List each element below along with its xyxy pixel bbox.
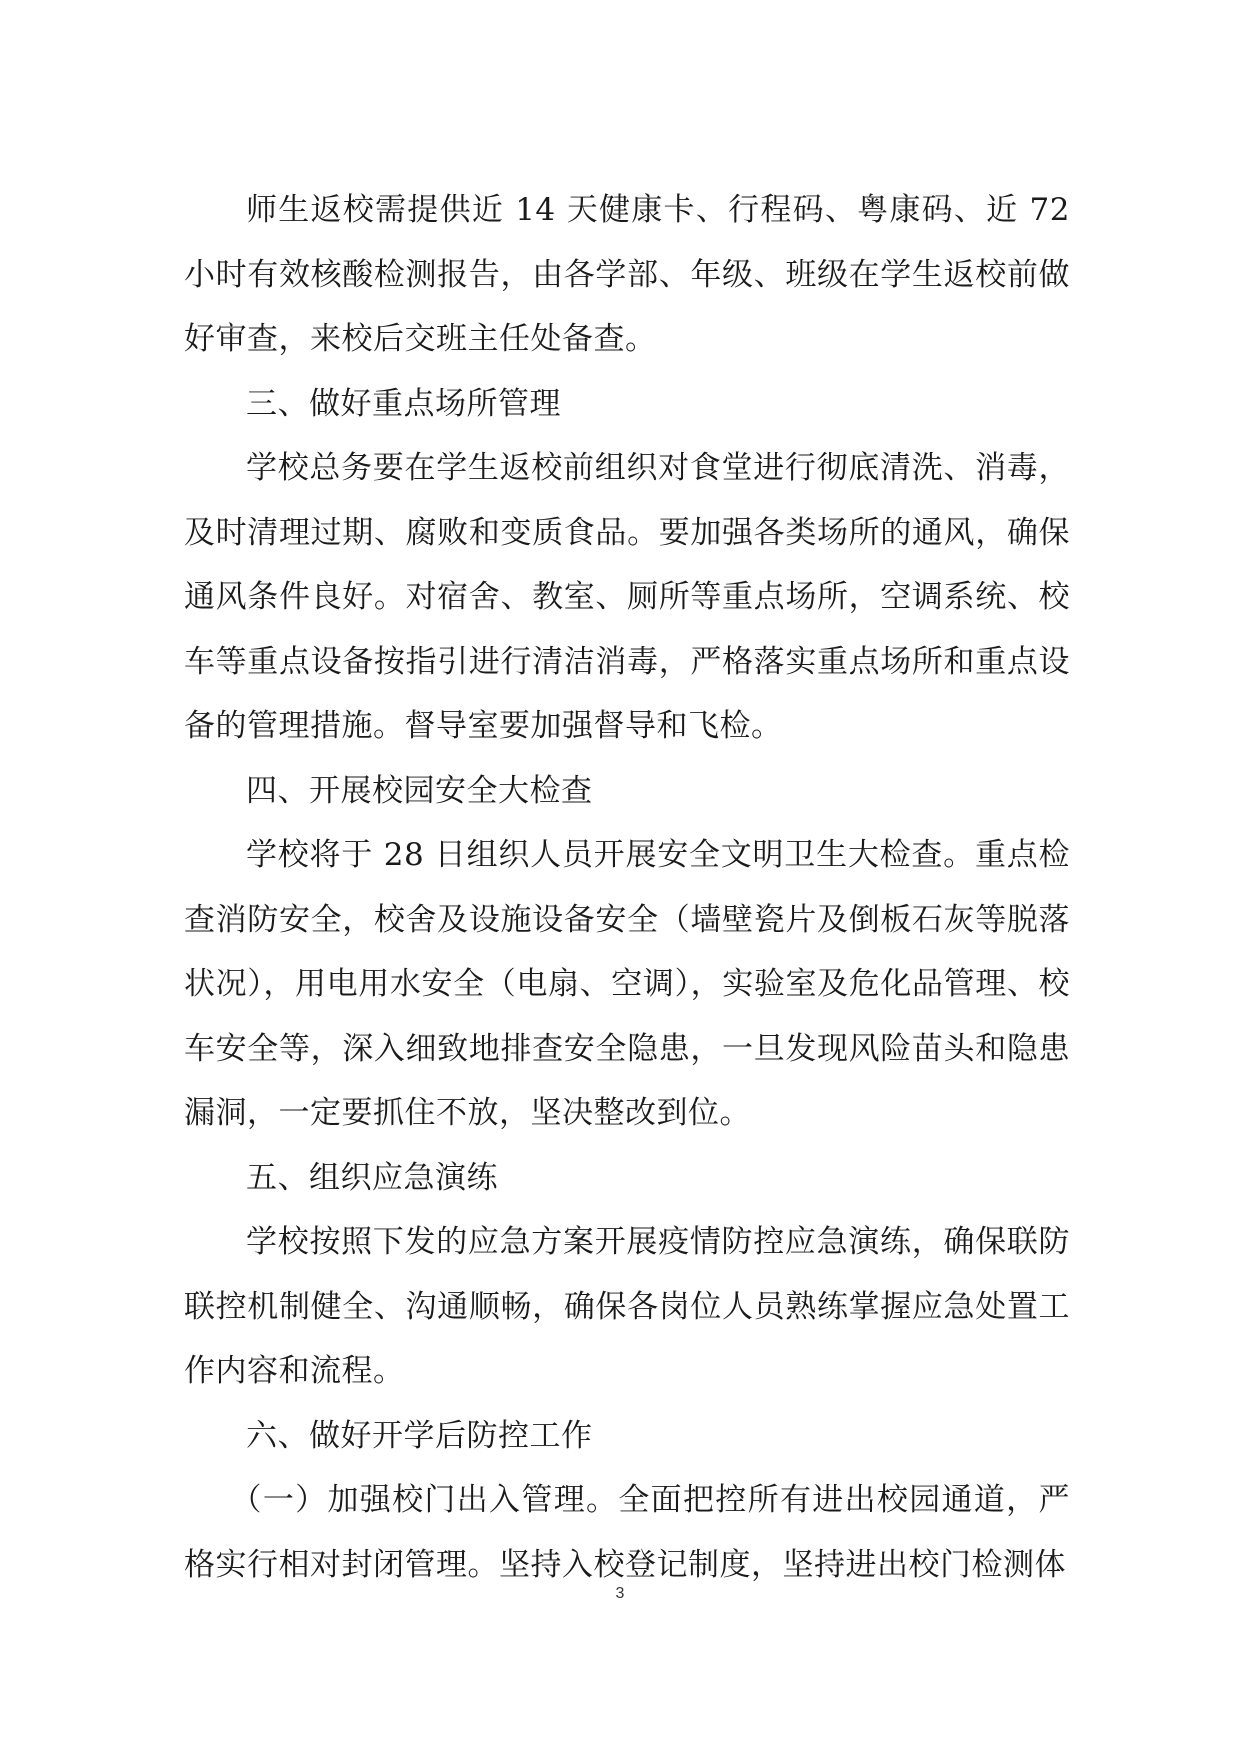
- document-body: [184, 178, 1070, 1597]
- heading-emergency-drill: 五、组织应急演练: [246, 1159, 498, 1196]
- heading-key-venues: 三、做好重点场所管理: [246, 385, 561, 422]
- paragraph-return-requirements: 师生返校需提供近 14 天健康卡、行程码、粤康码、近 72 小时有效核酸检测报告，由各学部、年级、班级在学生返校前做好审查，来校后交班主任处备查。: [184, 192, 1070, 357]
- heading-post-opening-control: 六、做好开学后防控工作: [246, 1417, 593, 1454]
- paragraph-safety-inspection: 学校将于 28 日组织人员开展安全文明卫生大检查。重点检查消防安全，校舍及设施设备安全（墙壁瓷片及倒板石灰等脱落状况），用电用水安全（电扇、空调），实验室及危化品管理、校车安全等，深入细致地排查安全隐患，一旦发现风险苗头和隐患漏洞，一定要抓住不放，坚决整改到位。: [184, 837, 1070, 1131]
- paragraph-gate-management: （一）加强校门出入管理。全面把控所有进出校园通道，严格实行相对封闭管理。坚持入校登记制度，坚持进出校门检测体: [184, 1482, 1070, 1583]
- paragraph-key-venues: 学校总务要在学生返校前组织对食堂进行彻底清洗、消毒，及时清理过期、腐败和变质食品。要加强各类场所的通风，确保通风条件良好。对宿舍、教室、厕所等重点场所，空调系统、校车等重点设备按指引进行清洁消毒，严格落实重点场所和重点设备的管理措施。督导室要加强督导和飞检。: [184, 450, 1070, 744]
- paragraph-emergency-drill: 学校按照下发的应急方案开展疫情防控应急演练，确保联防联控机制健全、沟通顺畅，确保各岗位人员熟练掌握应急处置工作内容和流程。: [184, 1224, 1070, 1389]
- page-number: 3: [615, 1585, 625, 1602]
- heading-safety-inspection: 四、开展校园安全大检查: [246, 772, 593, 809]
